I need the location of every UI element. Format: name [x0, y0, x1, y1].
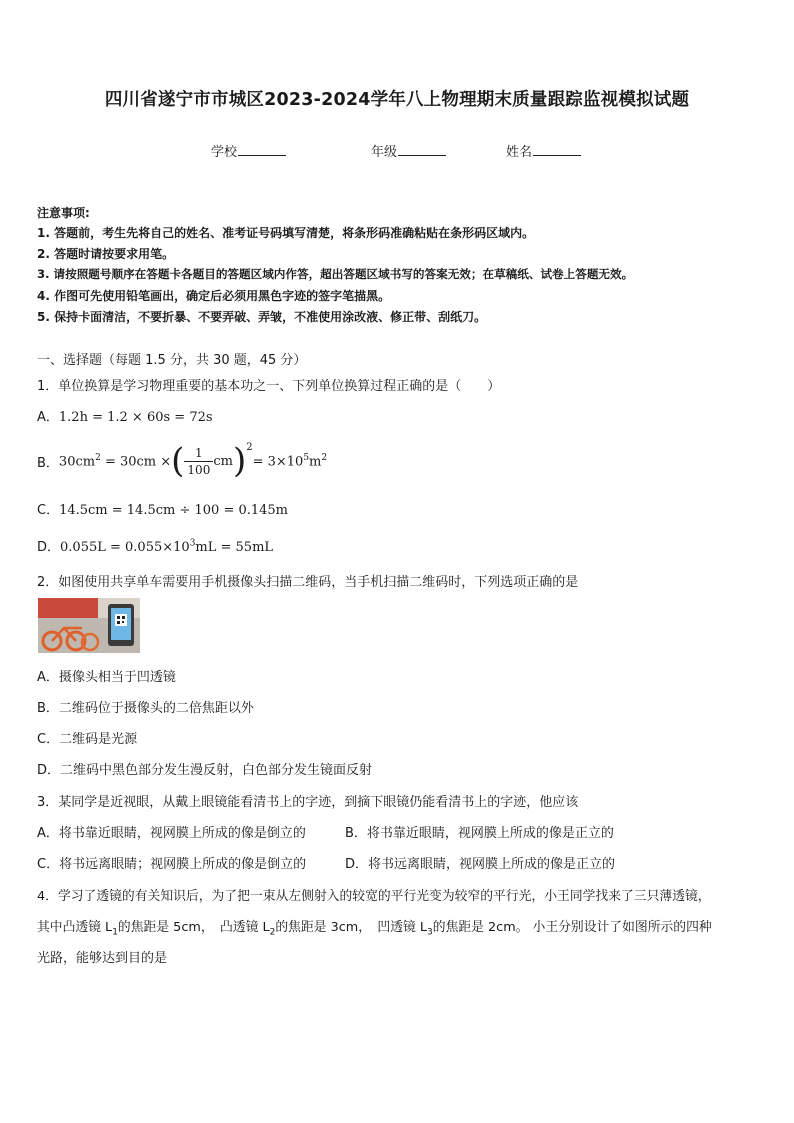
name-field: [506, 141, 581, 160]
qr-code-icon: [115, 614, 127, 626]
q3-option-c: C．将书远离眼睛；视网膜上所成的像是倒立的: [37, 857, 307, 872]
q1-option-c: C．14.5cm = 14.5cm ÷ 100 = 0.145m: [37, 503, 289, 518]
q2-option-d: D．二维码中黑色部分发生漫反射，白色部分发生镜面反射: [37, 763, 373, 778]
q1-option-a: A．1.2h = 1.2 × 60s = 72s: [37, 410, 213, 425]
fraction: $\frac{1}{100}$: [184, 445, 213, 478]
shared-bike-qr-image: [38, 598, 140, 653]
q2-option-b: B．二维码位于摄像头的二倍焦距以外: [37, 701, 254, 716]
shop-sign: [38, 598, 98, 618]
page-title: 四川省遂宁市市城区2023-2024学年八上物理期末质量跟踪监视模拟试题: [104, 90, 690, 110]
q4-line-2: 其中凸透镜 $L_1$的焦距是 5cm， 凸透镜 $L_2$的焦距是 3cm， 凹透镜 $L_3$的焦距是 2cm。 小王分别设计了如图所示的四种: [37, 920, 712, 938]
school-blank: [238, 144, 286, 156]
section-heading: 一、选择题（每题 1.5 分，共 30 题，45 分）: [37, 353, 307, 368]
notice-item-4: 4. 作图可先使用铅笔画出，确定后必须用黑色字迹的签字笔描黑。: [37, 289, 391, 303]
notice-item-1: 1. 答题前，考生先将自己的姓名、准考证号码填写清楚，将条形码准确粘贴在条形码区域内。: [37, 226, 535, 240]
grade-field: [371, 141, 446, 160]
q4-line-3: 光路，能够达到目的是: [37, 951, 168, 966]
notice-item-5: 5. 保持卡面清洁，不要折暴、不要弄破、弄皱，不准使用涂改液、修正带、刮纸刀。: [37, 310, 487, 324]
q3-option-b: B．将书靠近眼睛，视网膜上所成的像是正立的: [345, 826, 614, 841]
grade-label: 年级: [371, 145, 398, 160]
q2-option-c: C．二维码是光源: [37, 732, 138, 747]
right-paren: ): [232, 441, 247, 481]
notice-item-3: 3. 请按照题号顺序在答题卡各题目的答题区域内作答，超出答题区域书写的答案无效；在草稿纸、试卷上答题无效。: [37, 267, 634, 281]
q3-option-a: A．将书靠近眼睛，视网膜上所成的像是倒立的: [37, 826, 306, 841]
name-label: 姓名: [506, 145, 533, 160]
q2-stem: 2．如图使用共享单车需要用手机摄像头扫描二维码，当手机扫描二维码时，下列选项正确的是: [37, 575, 579, 590]
grade-blank: [398, 144, 446, 156]
name-blank: [533, 144, 581, 156]
q1-stem: 1．单位换算是学习物理重要的基本功之一、下列单位换算过程正确的是（ ）: [37, 379, 501, 394]
q1-option-b: B． $30cm^2 = 30cm$ × ( $\frac{1}{100}$ cm ) 2 = $3\times 10^5m^2$: [37, 441, 328, 481]
school-label: 学校: [211, 145, 238, 160]
q3-option-d: D．将书远离眼睛，视网膜上所成的像是正立的: [345, 857, 616, 872]
left-paren: (: [171, 441, 185, 481]
q1-option-d: D．$0.055L = 0.055\times 10^3mL = 55mL$: [37, 538, 274, 555]
notice-heading: 注意事项:: [37, 206, 90, 220]
notice-item-2: 2. 答题时请按要求用笔。: [37, 247, 175, 261]
q3-stem: 3．某同学是近视眼，从戴上眼镜能看清书上的字迹，到摘下眼镜仍能看清书上的字迹，他应该: [37, 795, 579, 810]
school-field: [211, 141, 286, 160]
q2-option-a: A．摄像头相当于凹透镜: [37, 670, 176, 685]
q4-line-1: 4．学习了透镜的有关知识后，为了把一束从左侧射入的较宽的平行光变为较窄的平行光，小王同学找来了三只薄透镜，: [37, 889, 711, 904]
